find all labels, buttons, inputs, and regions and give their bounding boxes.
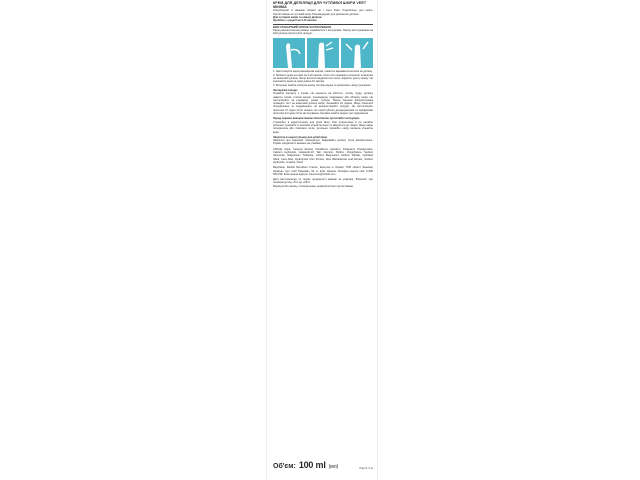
product-label bbox=[266, 0, 378, 480]
ingredients-text: СКЛАД: Aqua, Cetearyl Alcohol, Paraffinum Liquidum, Potassium Thioglycolate, Calcium Hydroxide, Ceteareth-20, Talc, Glycerin, Parfum, Polyethylene, Sodium Gluconate, Magnesium Trisilicate, Lithium Magnesium Sodium Silicate, Hydrated Silica, Cera Alba, Hydrolyzed Corn Protein, Aloe Barbadensis Leaf Extract, Sodium Hydroxide, Linalool, Citral. bbox=[273, 147, 373, 164]
section-heading: Зберігати в недоступному для дітей місці. bbox=[273, 135, 328, 139]
step-item: 3. Ретельно змийте залишки крему теплою водою та промокніть шкіру рушником. bbox=[273, 83, 372, 87]
section-heading: Застережні заходи: bbox=[273, 88, 298, 92]
rinse-icon bbox=[341, 38, 373, 68]
instruction-pictograms bbox=[273, 38, 373, 68]
header-line: Для чутливої шкіри та ніжних ділянок bbox=[273, 16, 322, 19]
batch-code: Партія / Lot bbox=[359, 467, 373, 470]
subtitle: ВИСІ СТАНАРТНИЙ СПОСІБ ЗАСТОСУВАННЯ bbox=[273, 25, 331, 29]
wait-icon bbox=[307, 38, 339, 68]
volume-row bbox=[273, 460, 373, 470]
product-title: КРЕМ ДЛЯ ДЕПІЛЯЦІЇ ДЛЯ ЧУТЛИВОЇ ШКІРИ VEET MINIMA bbox=[273, 1, 367, 10]
volume-label: Об'єм: bbox=[273, 463, 296, 470]
footer-note: Формула без запаху, гіпоалергенна, дерматологічно протестована. bbox=[273, 184, 354, 188]
section-text: Уникайте контакту з очима. Не наносьте на обличчя, голову, груди, ділянку навколо сосків, статеві органи, пошкоджену, подразнену або обгорілу шкіру. Не застосовуйте на родимках, ранах, рубцях. Перед першим використанням проведіть тест на невеликій ділянці шкіри. Зачекайте 24 години. Якщо з'явилися почервоніння чи подразнення, не використовуйте продукт. Не застосовуйте протягом 72 годин після гоління. Не користуйтеся дезодорантами та парфумами протягом 24 годин після застосування. Негайно змийте водою при подразненні. bbox=[273, 92, 373, 116]
section-heading: Перед першим використанням обов'язково прочитайте інструкцію. bbox=[273, 117, 360, 121]
volume-unit: (мл) bbox=[328, 464, 339, 470]
volume-value: 100 ml bbox=[298, 460, 326, 470]
header-line: Розроблений із ніжними області ніг і зони бікіні. Розроблено для шкіри. Протестовано на чутливій шкірі. Рекомендуємо для делікатних ділянок. bbox=[273, 9, 373, 16]
step-item: 2. Залиште крем на шкірі на 3-10 хвилин, після чого перевірте результат шпателем на невеликій ділянці. Якщо волосся видаляється легко, видаліть решту крему. Не залишайте крем на шкірі довше 10 хвилин. bbox=[273, 73, 373, 84]
header-line: Зроблено з рецептом 3-10 хвилин bbox=[273, 19, 317, 23]
divider bbox=[273, 24, 373, 25]
storage-text: Дата виготовлення та термін придатності вказані на упаковці. Зберігати при температурі від +5°C до +25°C. bbox=[273, 178, 373, 185]
apply-cream-icon bbox=[273, 38, 305, 68]
step-item: 1. Застосовуйте крем рівномірним шаром, повністю вкриваючи волоски на ділянці. bbox=[273, 70, 373, 74]
section-text: Зберігати при кімнатній температурі. Закривайте кришку після використання. Термін придатності вказано на упаковці. bbox=[273, 139, 373, 146]
intro-text: Перед використанням уважно ознайомтеся з інструкцією. Перед застосуванням на всій ділянці протестуйте продукт. bbox=[273, 28, 373, 36]
manufacturer-text: Виробник: Reckitt Benckiser France. Імпортер в Україні: ТОВ «Рекітт Бенкізер Україна», вул. Сім'ї Прахових, 54, м. Київ, Україна. Телефон гарячої лінії: 0 800 500 239. Електронна адреса: consumer@reckitt.com bbox=[273, 166, 373, 176]
section-text: Утримуйте в недоступному для дітей місці. При потраплянні в очі негайно ретельно промийте їх великою кількістю води та зверніться до лікаря. Якщо шкіра почервоніла або з'явилася печія, ретельно промийте шкіру великою кількістю води. bbox=[273, 120, 373, 134]
